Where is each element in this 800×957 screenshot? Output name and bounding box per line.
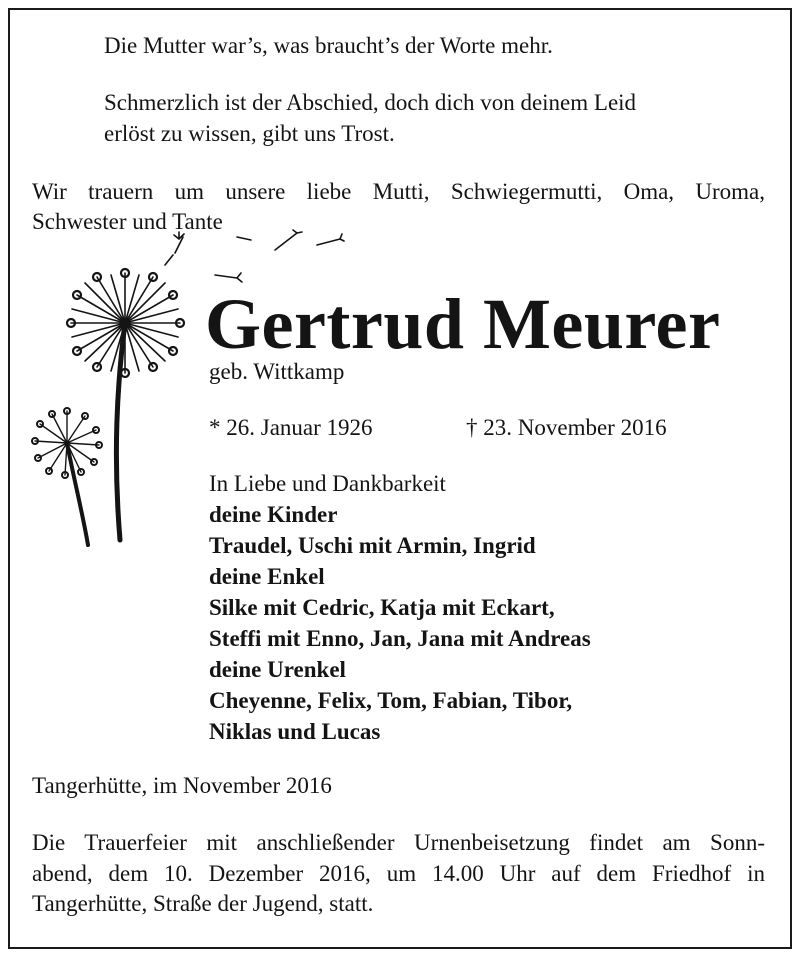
- mourners-line: deine Urenkel: [209, 657, 346, 682]
- deceased-name: Gertrud Meurer: [205, 284, 721, 364]
- place-date: Tangerhütte, im November 2016: [32, 773, 332, 798]
- maiden-name: geb. Wittkamp: [209, 359, 345, 384]
- death-date: † 23. November 2016: [466, 415, 667, 440]
- mourners-line: Niklas und Lucas: [209, 719, 381, 744]
- mourners-line: Traudel, Uschi mit Armin, Ingrid: [209, 533, 536, 558]
- intro-line-1: Wir trauern um unsere liebe Mutti, Schwiegermutti, Oma, Uroma,: [32, 179, 765, 204]
- verse-line-2: Schmerzlich ist der Abschied, doch dich von deinem Leid: [104, 90, 637, 115]
- mourners-line: Silke mit Cedric, Katja mit Eckart,: [209, 595, 555, 620]
- verse-line-1: Die Mutter war’s, was braucht’s der Worte mehr.: [104, 33, 553, 58]
- funeral-line-1: Die Trauerfeier mit anschließender Urnenbeisetzung findet am Sonn-: [32, 830, 765, 855]
- mourners-intro: In Liebe und Dankbarkeit: [209, 471, 446, 496]
- mourners-line: Cheyenne, Felix, Tom, Fabian, Tibor,: [209, 688, 573, 713]
- verse-line-3: erlöst zu wissen, gibt uns Trost.: [104, 121, 395, 146]
- birth-date: * 26. Januar 1926: [209, 415, 373, 440]
- funeral-line-3: Tangerhütte, Straße der Jugend, statt.: [32, 891, 374, 916]
- intro-line-2: Schwester und Tante: [32, 209, 223, 234]
- mourners-line: deine Kinder: [209, 502, 338, 527]
- funeral-line-2: abend, dem 10. Dezember 2016, um 14.00 Uhr auf dem Friedhof in: [32, 861, 765, 886]
- mourners-line: Steffi mit Enno, Jan, Jana mit Andreas: [209, 626, 591, 651]
- mourners-line: deine Enkel: [209, 564, 325, 589]
